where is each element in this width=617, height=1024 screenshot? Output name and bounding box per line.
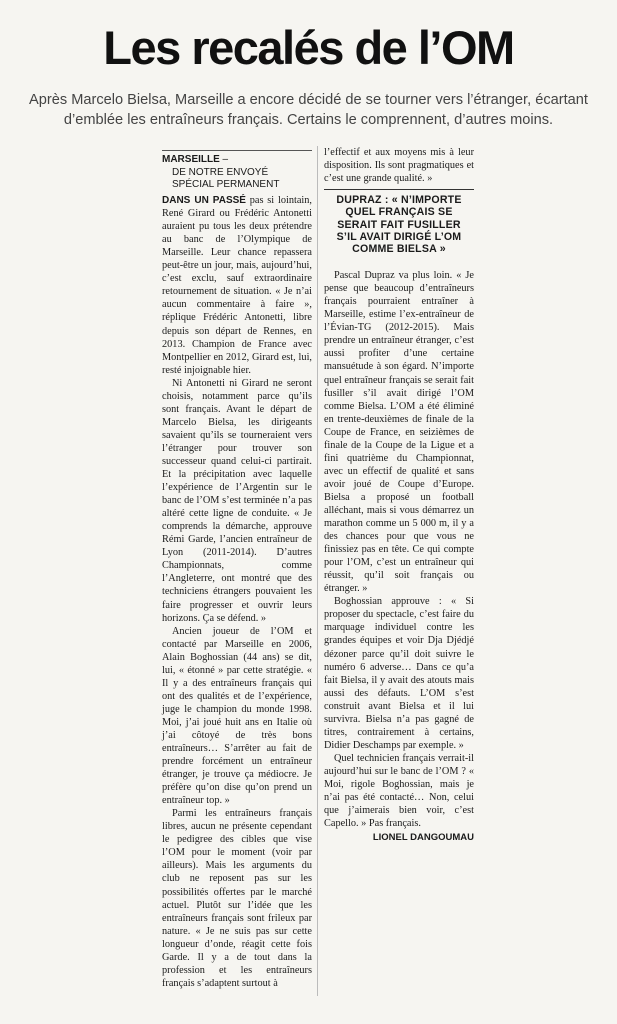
paragraph-5: Pascal Dupraz va plus loin. « Je pense que beaucoup d’entraîneurs français pourraient entraîner à Marseille, estime l’ex-entraîneur de l’Évian-TG (2012-2015). Mais prendre un entraîneur étranger, c’est aussi profiter d’une certaine mansuétude à son égard. N’importe quel entraîneur français se serait fait fusiller s’il avait dirigé l’OM comme Bielsa. L’OM a été éliminé en trente-deuxièmes de finale de la Coupe de France, en seizièmes de finale de la Coupe de la Ligue et a fini quatrième du Championnat, avec un effectif de qualité et sans avoir joué de Coupe d’Europe. Bielsa a proposé un football alléchant, mais si vous démarrez un marathon comme un 5 000 m, il y a des chances pour que vous ne finissiez pas en tête. Ce qui compte pour l’OM, c’est un entraîneur qui réussit, qu’il soit français ou étranger. » <box>324 270 474 595</box>
article-title: Les recalés de l’OM <box>103 21 514 74</box>
paragraph-1-text: pas si lointain, René Girard ou Frédéric Antonetti auraient pu tous les deux prétendre au banc de l’Olympique de Marseille. Leur chance repassera peut-être un jour, mais, aujourd’hui, c’est exclu, sauf extraordinaire retournement de situation. « Je n’ai aucun commentaire à faire », réplique Frédéric Antonetti, libre depuis son départ de Rennes, en 2013. Champion de France avec Montpellier en 2012, Girard est, lui, resté injoignable hier. <box>162 195 312 376</box>
author-signature: LIONEL DANGOUMAU <box>372 832 474 844</box>
paragraph-7: Quel technicien français verrait-il aujourd’hui sur le banc de l’OM ? « Moi, rigole Boghossian, mais je n’ai pas été contacté… Non, celui que j’aimerais bien voir, c’est Capello. » Pas français. <box>324 752 474 830</box>
article-column-1 <box>162 150 312 990</box>
paragraph-4-continued: l’effectif et aux moyens mis à leur disposition. Ils sont pragmatiques et c’est une grande qualité. » <box>324 147 474 185</box>
paragraph-6: Boghossian approuve : « Si proposer du spectacle, c’est faire du marquage individuel contre les grandes équipes et voir Dja Djédjé dézoner parce qu’il doit suivre le numéro 6 adverse… Dans ce qu’a fait Bielsa, il y avait des atouts mais aussi des défauts. L’OM s’est construit avant Bielsa et il lui survivra. Bielsa n’a pas gagné de titres, contrairement à certains, Didier Deschamps par exemple. » <box>324 596 474 751</box>
column-divider <box>317 146 318 996</box>
paragraph-3: Ancien joueur de l’OM et contacté par Marseille en 2006, Alain Boghossian (44 ans) se dit, lui, « étonné » par cette stratégie. « Il y a des entraîneurs français qui ont des qualités et de l’expérience, juge le champion du monde 1998. Moi, j’ai joué huit ans en Italie où j’ai côtoyé de très bons entraîneurs… S’arrêter au fait de prendre forcément un entraîneur étranger, je trouve ça médiocre. Je préfère qu’on dise qu’on prend un entraîneur top. » <box>162 625 312 807</box>
envoye-special: DE NOTRE ENVOYÉ SPÉCIAL PERMANENT <box>172 167 280 191</box>
article-standfirst: Après Marcelo Bielsa, Marseille a encore décidé de se tourner vers l’étranger, écartant d’emblée les entraîneurs français. Certains le comprennent, d’autres moins. <box>29 92 588 128</box>
dateline-separator: – <box>219 154 229 165</box>
paragraph-1 <box>162 194 312 377</box>
dateline-city: MARSEILLE <box>162 154 220 165</box>
subhead-quote: DUPRAZ : « N’IMPORTE QUEL FRANÇAIS SE SERAIT FAIT FUSILLER S’IL AVAIT DIRIGÉ L’OM COMME BIELSA » <box>324 189 474 261</box>
paragraph-2: Ni Antonetti ni Girard ne seront choisis, notamment parce qu’ils sont français. Avant le départ de Marcelo Bielsa, les dirigeants savaient qu’ils se tourneraient vers l’étranger pour trouver son successeur quand celui-ci partirait. Et la précipitation avec laquelle l’expérience de l’Argentin sur le banc de l’OM s’est terminée n’a pas altéré cette ligne de conduite. « Je comprends la démarche, approuve Rémi Garde, l’ancien entraîneur de Lyon (2011-2014). D’autres Championnats, comme l’Angleterre, ont montré que des techniciens étrangers pouvaient les faire progresser et ouvrir leurs horizons. Ça se défend. » <box>162 377 312 624</box>
article-column-2 <box>324 146 474 844</box>
lead-caps: DANS UN PASSÉ <box>162 195 246 207</box>
dateline <box>162 150 312 166</box>
paragraph-4: Parmi les entraîneurs français libres, aucun ne présente cependant le pedigree des cibles que vise l’OM pour le moment (voir par ailleurs). Mais les arguments du club ne reposent pas sur les possibilités offertes par le marché actuel. Plutôt sur l’idée que les entraîneurs français sont frileux par nature. « Je ne suis pas sur cette longueur d’onde, réagit cette fois Garde. Il y a de tout dans la profession et les entraîneurs français s’adaptent surtout à <box>162 808 312 989</box>
